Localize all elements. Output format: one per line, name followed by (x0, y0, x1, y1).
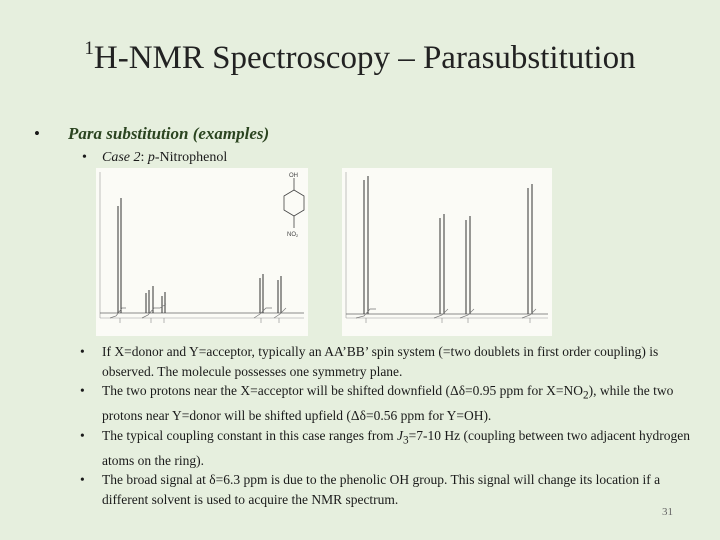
structure-label-sub: 2 (296, 233, 299, 238)
explanation-list (80, 342, 690, 509)
structure-label-no2 (287, 232, 299, 238)
point-text: The broad signal at δ=6.3 ppm is due to the phenolic OH group. This signal will change its location if a different solvent is used to acquire the NMR spectrum. (102, 472, 661, 507)
point-subscript: 2 (583, 389, 589, 402)
structure-label-no: NO (287, 232, 296, 238)
bullet-mark: • (82, 150, 87, 165)
list-item (80, 426, 690, 471)
structure-label-oh: OH (289, 173, 298, 179)
bullet-mark: • (80, 427, 85, 443)
title-text: H-NMR Spectroscopy – Parasubstitution (93, 40, 636, 76)
case-compound: -Nitrophenol (154, 150, 228, 165)
bullet-mark: • (80, 383, 85, 398)
case-label: Case 2 (102, 150, 141, 165)
coupling-subscript: 3 (403, 434, 409, 447)
heading-text: Para substitution (examples) (68, 124, 270, 143)
bullet-mark: • (34, 124, 40, 143)
point-text-b: =7-10 Hz (coupling between two adjacent hydrogen atoms on the ring). (102, 427, 690, 468)
nmr-spectrum-image-right (342, 168, 552, 336)
point-text-a: The two protons near the X=acceptor will be shifted downfield (Δδ=0.95 ppm for X=NO (102, 383, 584, 398)
list-item (80, 470, 690, 509)
point-text-b: ), while the two protons near Y=donor will be shifted upfield (Δδ=0.56 ppm for Y=OH). (102, 383, 674, 424)
case-separator: : (140, 150, 148, 165)
page-number: 31 (662, 506, 673, 518)
title-superscript: 1 (84, 38, 94, 59)
bullet-mark: • (80, 344, 85, 359)
case-text (102, 150, 227, 166)
list-item (80, 342, 690, 381)
list-item (80, 381, 690, 426)
coupling-symbol: J (397, 427, 404, 443)
nmr-spectrum-image-left (96, 168, 308, 336)
case-compound-prefix: p (147, 150, 155, 165)
bullet-mark: • (80, 472, 85, 488)
point-text: If X=donor and Y=acceptor, typically an AA’BB’ spin system (=two doublets in first order coupling) is observed. The molecule possesses one symmetry plane. (102, 344, 659, 379)
slide-title (0, 38, 720, 77)
point-text-a: The typical coupling constant in this case ranges from (102, 427, 398, 443)
